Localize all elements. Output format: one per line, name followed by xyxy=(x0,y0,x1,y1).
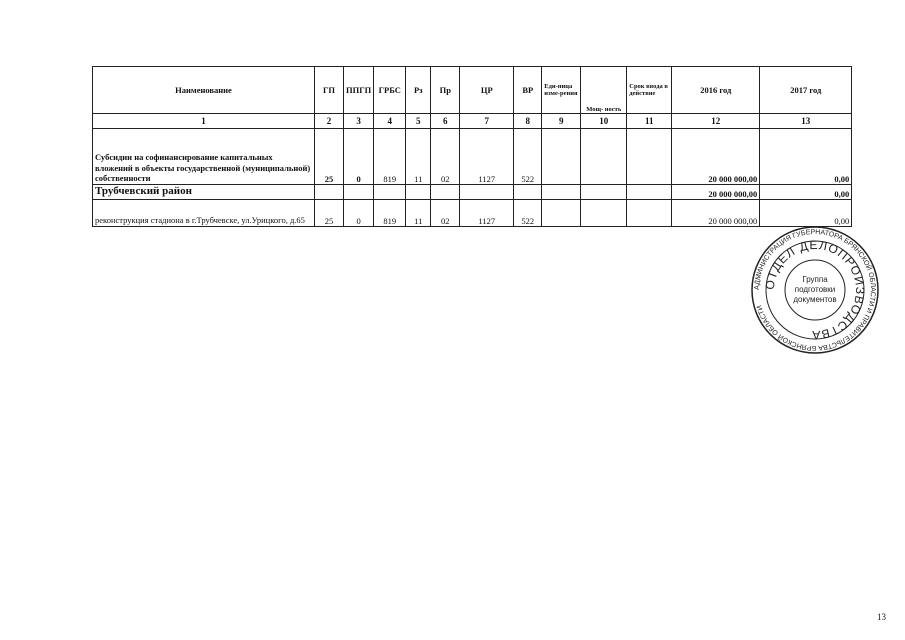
header-cell: Наименование xyxy=(93,67,315,114)
empty-cell xyxy=(344,185,374,200)
column-number: 5 xyxy=(406,114,431,129)
table-row xyxy=(93,129,852,185)
cr-cell: 1127 xyxy=(460,200,514,227)
column-number: 9 xyxy=(542,114,581,129)
header-cell: Срок ввода в действие xyxy=(627,67,672,114)
empty-cell xyxy=(627,129,672,185)
empty-cell xyxy=(460,185,514,200)
grbs-cell: 819 xyxy=(374,129,406,185)
column-number: 3 xyxy=(344,114,374,129)
column-number: 11 xyxy=(627,114,672,129)
column-number-row xyxy=(93,114,852,129)
header-cell: 2017 год xyxy=(760,67,852,114)
stamp-center-line: документов xyxy=(793,295,837,304)
empty-cell xyxy=(431,185,460,200)
empty-cell xyxy=(581,129,627,185)
amount-2017: 0,00 xyxy=(760,129,852,185)
amount-2017: 0,00 xyxy=(760,200,852,227)
stamp-center-line: подготовки xyxy=(794,285,836,294)
gp-cell: 25 xyxy=(315,200,344,227)
budget-table xyxy=(92,66,852,227)
empty-cell xyxy=(542,185,581,200)
stamp-inner-text: ОТДЕЛ ДЕЛОПРОИЗВОДСТВА xyxy=(762,237,868,343)
district-name: Трубчевский район xyxy=(93,185,315,200)
header-cell: ППГП xyxy=(344,67,374,114)
column-number: 6 xyxy=(431,114,460,129)
empty-cell xyxy=(627,200,672,227)
office-stamp xyxy=(750,225,880,355)
grbs-cell: 819 xyxy=(374,200,406,227)
column-number: 12 xyxy=(672,114,760,129)
column-number: 8 xyxy=(514,114,542,129)
column-number: 4 xyxy=(374,114,406,129)
empty-cell xyxy=(374,185,406,200)
gp-cell: 25 xyxy=(315,129,344,185)
column-number: 10 xyxy=(581,114,627,129)
pr-cell: 02 xyxy=(431,129,460,185)
pr-cell: 02 xyxy=(431,200,460,227)
empty-cell xyxy=(406,185,431,200)
amount-2016: 20 000 000,00 xyxy=(672,185,760,200)
stamp-center-line: Группа xyxy=(802,275,828,284)
header-row xyxy=(93,67,852,114)
header-cell: Пр xyxy=(431,67,460,114)
page-number: 13 xyxy=(877,612,886,622)
header-cell: Рз xyxy=(406,67,431,114)
empty-cell xyxy=(581,200,627,227)
table-row xyxy=(93,185,852,200)
cr-cell: 1127 xyxy=(460,129,514,185)
header-cell: ЦР xyxy=(460,67,514,114)
column-number: 2 xyxy=(315,114,344,129)
empty-cell xyxy=(581,185,627,200)
stamp-outer-text: АДМИНИСТРАЦИЯ ГУБЕРНАТОРА БРЯНСКОЙ ОБЛАСТИ И ПРАВИТЕЛЬСТВА БРЯНСКОЙ ОБЛАСТИ xyxy=(753,228,877,352)
empty-cell xyxy=(514,185,542,200)
table-row xyxy=(93,200,852,227)
header-cell: Еди-ница изме-рения xyxy=(542,67,581,114)
vr-cell: 522 xyxy=(514,129,542,185)
header-cell: ВР xyxy=(514,67,542,114)
empty-cell xyxy=(315,185,344,200)
ppgp-cell: 0 xyxy=(344,200,374,227)
column-number: 7 xyxy=(460,114,514,129)
vr-cell: 522 xyxy=(514,200,542,227)
amount-2017: 0,00 xyxy=(760,185,852,200)
column-number: 1 xyxy=(93,114,315,129)
rz-cell: 11 xyxy=(406,129,431,185)
empty-cell xyxy=(627,185,672,200)
header-cell: ГРБС xyxy=(374,67,406,114)
subsidy-name: Субсидии на софинансирование капитальных вложений в объекты государственной (муниципальной) собственности xyxy=(93,129,315,185)
amount-2016: 20 000 000,00 xyxy=(672,200,760,227)
ppgp-cell: 0 xyxy=(344,129,374,185)
empty-cell xyxy=(542,200,581,227)
header-cell: 2016 год xyxy=(672,67,760,114)
rz-cell: 11 xyxy=(406,200,431,227)
project-name: реконструкция стадиона в г.Трубчевске, ул.Урицкого, д.65 xyxy=(93,200,315,227)
header-cell: Мощ- ность xyxy=(581,67,627,114)
column-number: 13 xyxy=(760,114,852,129)
header-cell: ГП xyxy=(315,67,344,114)
amount-2016: 20 000 000,00 xyxy=(672,129,760,185)
empty-cell xyxy=(542,129,581,185)
